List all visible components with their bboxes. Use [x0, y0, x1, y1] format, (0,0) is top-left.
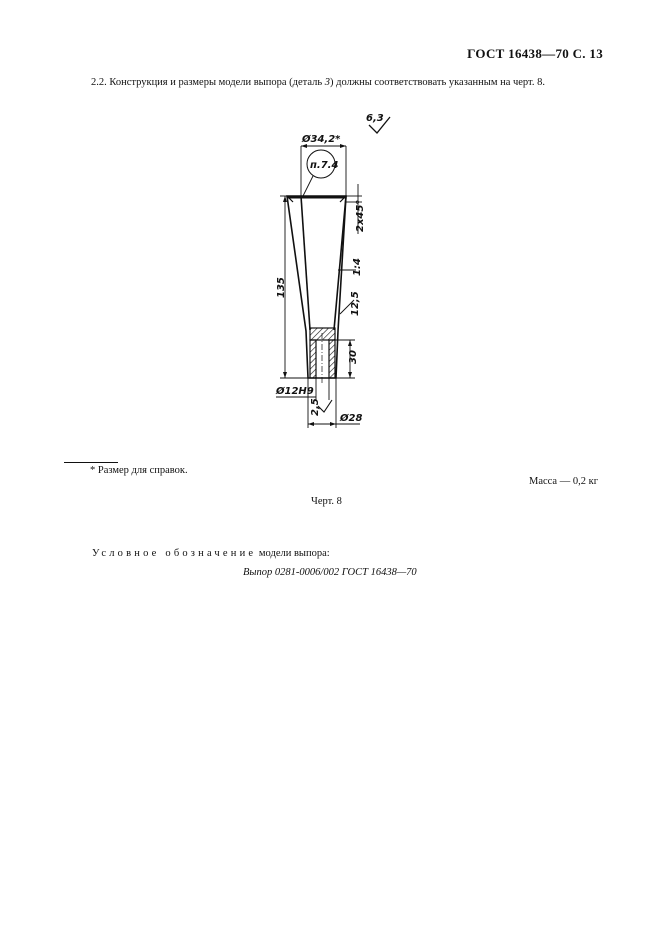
- designation-line: [92, 548, 330, 559]
- bore-diameter-label: Ø12H9: [276, 386, 314, 397]
- figure-caption: Черт. 8: [311, 496, 342, 507]
- bottom-diameter-label: Ø28: [340, 413, 363, 424]
- chamfer-label: 2x45°: [355, 199, 366, 232]
- hatched-wall-right: [329, 340, 335, 378]
- mass-label: Масса — 0,2 кг: [528, 476, 598, 487]
- note-leader: [303, 176, 313, 196]
- top-diameter-label: Ø34,2*: [302, 134, 341, 145]
- designation-code: Выпор 0281-0006/002 ГОСТ 16438—70: [243, 567, 417, 578]
- paragraph-2-2: [91, 77, 545, 88]
- roughness-label: 6,3: [366, 113, 384, 124]
- technical-drawing: [240, 100, 400, 435]
- paragraph-text-start: 2.2. Конструкция и размеры модели выпора (деталь: [91, 77, 325, 88]
- hatched-wall-left: [310, 340, 316, 378]
- footnote-separator: [64, 462, 118, 463]
- bore-depth-arrow-bottom: [348, 372, 352, 378]
- page-header: ГОСТ 16438—70 С. 13: [467, 46, 603, 61]
- bore-depth-arrow-top: [348, 340, 352, 346]
- bore-roughness-label: 2,5: [310, 398, 321, 416]
- designation-spaced: Условное обозначение: [92, 548, 257, 559]
- paragraph-text-end: ) должны соответствовать указанным на черт. 8.: [330, 77, 545, 88]
- hatched-section-top: [310, 328, 335, 340]
- footnote: * Размер для справок.: [90, 465, 188, 476]
- note-ref-label: п.7.4: [310, 160, 339, 171]
- bottom-dim-arrow-right: [330, 422, 336, 426]
- length-arrow-bottom: [283, 372, 287, 378]
- length-label: 135: [276, 277, 287, 298]
- detail-number: 3: [324, 77, 331, 88]
- bottom-dim-arrow-left: [308, 422, 314, 426]
- bore-depth-label: 30: [348, 350, 359, 364]
- taper-value-label: 12,5: [350, 291, 361, 316]
- taper-label: 1:4: [352, 258, 363, 276]
- designation-rest: модели выпора:: [256, 548, 330, 559]
- top-dim-arrow-right: [340, 144, 346, 148]
